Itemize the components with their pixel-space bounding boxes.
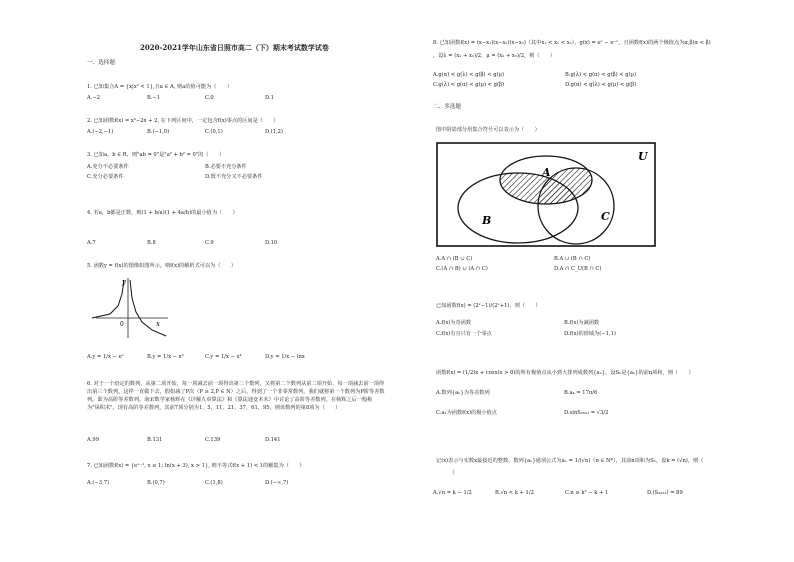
option-b: B.f(x)为减函数 bbox=[564, 320, 600, 326]
question-5-options bbox=[87, 354, 305, 361]
question-7-options bbox=[87, 480, 288, 487]
option-b: B.必要不充分条件 bbox=[205, 164, 247, 170]
question-5-stem: 5. 函数y = f(x)的图像如图所示，则f(x)的解析式可以为（ ） bbox=[87, 263, 237, 269]
option-a: A.7 bbox=[87, 240, 96, 246]
option-d: D.y = 1/x − lnx bbox=[265, 354, 305, 360]
option-b: B.g(λ) < g(α) < g(β) < g(μ) bbox=[565, 72, 637, 78]
option-d: D.既不充分又不必要条件 bbox=[205, 174, 263, 180]
option-c: C.g(λ) < g(α) < g(μ) < g(β) bbox=[433, 82, 505, 88]
option-d: D.10 bbox=[265, 240, 278, 246]
left-branch-curve bbox=[92, 280, 124, 318]
question-5-function-graph bbox=[90, 276, 170, 340]
question-8-options-row2 bbox=[433, 82, 636, 89]
option-c: C.9 bbox=[205, 240, 214, 246]
option-b: B.a₄ = 17π/6 bbox=[564, 390, 598, 396]
option-a: A.A ∩ (B ∪ C) bbox=[436, 256, 473, 262]
option-a: A.充分不必要条件 bbox=[87, 164, 129, 170]
section-heading-single-choice: 一、选择题 bbox=[87, 60, 115, 66]
option-d: D.sinS₂₀₂₁ = √3/2 bbox=[564, 410, 609, 416]
option-c: C.n ≥ k² − k + 1 bbox=[565, 490, 609, 496]
label-b: B bbox=[482, 214, 492, 227]
question-3-options-row2 bbox=[87, 174, 337, 181]
option-a: A.g(α) < g(λ) < g(β) < g(μ) bbox=[433, 72, 504, 78]
question-11-options-row2 bbox=[436, 410, 608, 417]
question-12-stem: 记(x)表示与实数x最接近的整数，数列{aₙ}通项公式为aₙ = 1/(√n)（n ∈ N*），其前n项和为Sₙ，设k = (√n)，则（ bbox=[436, 458, 704, 464]
option-a: A.(−3,7) bbox=[87, 480, 110, 486]
label-u: U bbox=[638, 150, 648, 163]
option-a: A.f(x)为奇函数 bbox=[436, 320, 472, 326]
section-heading-multiple-choice: 二、多选题 bbox=[433, 104, 461, 110]
question-6-options bbox=[87, 437, 281, 444]
option-c: C.y = 1/x − x⁴ bbox=[205, 354, 242, 360]
option-d: D.g(α) < g(λ) < g(μ) < g(β) bbox=[565, 82, 637, 88]
question-1-options bbox=[87, 95, 274, 102]
option-b: B.y = 1/x − x³ bbox=[147, 354, 184, 360]
question-7-stem: 7. 已知函数f(x) = {eˣ⁻¹, x ≤ 1; ln(x + 3), x > 1}, 则不等式f(x + 1) < 1的解集为（ ） bbox=[87, 463, 305, 469]
right-branch-curve bbox=[130, 280, 166, 336]
option-a: A.y = 1/x − eˣ bbox=[87, 354, 124, 360]
option-b: B.√n < k + 1/2 bbox=[495, 490, 534, 496]
option-d: D.(−∞,7) bbox=[265, 480, 289, 486]
option-a: A.数列{aₙ}为等差数列 bbox=[436, 390, 490, 396]
label-c: C bbox=[601, 210, 610, 223]
option-d: D.(S₂₀₂₁) = 89 bbox=[647, 490, 683, 496]
y-axis-label: y bbox=[122, 278, 126, 286]
option-c: C.139 bbox=[205, 437, 221, 443]
option-c: C.(0,1) bbox=[205, 129, 223, 135]
option-d: D.(1,2) bbox=[265, 129, 283, 135]
option-b: B.−1 bbox=[147, 95, 161, 101]
option-a: A.√n = k − 1/2 bbox=[433, 490, 472, 496]
question-2-stem: 2. 已知函数f(x) = x³−2x + 2, 在下列区间中，一定包含f(x)零点的区间是（ ） bbox=[87, 118, 279, 124]
option-d: D.f(x)的值域为(−1,1) bbox=[564, 331, 616, 337]
question-12-options bbox=[433, 490, 683, 497]
option-b: B.(−1,0) bbox=[147, 129, 170, 135]
option-c: C.(A ∩ B) ∪ (A ∩ C) bbox=[436, 266, 488, 272]
question-6-text: 6. 对于一个给定的数列，从第二项开始，每一项减去前一项得出第二个数列，又将第二个数列从第二项开始，每一项减去前一项得出第三个数列。这样一直做下去，假如减了P次（P ≥ 2,P ∈ N）之后，得到了一个非零常数列，我们就将第一个数列为P阶等差数列。即为高阶等差数列。南宋数学家杨辉在《详解九章算法》和《算法通变本末》中讨论了高阶等差数列。在杨辉之后一般称为"垛积术"。现有高阶等差数列，其前7项分别为1，5，11，21，37，61，95，则该数列的第8项为（ ） bbox=[87, 381, 385, 412]
question-12-stem-close: ） bbox=[452, 470, 458, 476]
option-a: A.(−2,−1) bbox=[87, 129, 114, 135]
question-4-options bbox=[87, 240, 277, 247]
question-11-stem: 函数f(x) = (1/2)x + cosx(x > 0)的所有极值点从小到大排列成数列{aₙ}，设Sₙ是{aₙ}的前n项和，则（ ） bbox=[436, 370, 694, 376]
option-c: C.a₁为函数f(x)的极小值点 bbox=[436, 410, 497, 416]
option-c: C.(1,8) bbox=[205, 480, 223, 486]
label-a: A bbox=[542, 166, 551, 179]
shaded-region bbox=[458, 168, 614, 244]
question-8-stem-continued: ，设λ = (x₁ + x₂)/2，μ = (x₂ + x₃)/2，则（ ） bbox=[433, 53, 556, 59]
option-d: D.A ∩ C_U(B ∩ C) bbox=[554, 266, 602, 272]
option-c: C.0 bbox=[205, 95, 214, 101]
option-c: C.充分必要条件 bbox=[87, 174, 124, 180]
question-10-options-row2 bbox=[436, 331, 616, 338]
option-b: B.A ∪ (B ∩ C) bbox=[554, 256, 591, 262]
question-2-options bbox=[87, 129, 283, 136]
option-a: A.99 bbox=[87, 437, 99, 443]
origin-label: 0 bbox=[120, 321, 124, 328]
question-11-options-row1 bbox=[436, 390, 597, 397]
question-9-options-row2 bbox=[436, 266, 601, 273]
option-d: D.141 bbox=[265, 437, 281, 443]
option-c: C.f(x)有且只有一个零点 bbox=[436, 331, 492, 337]
option-a: A.−2 bbox=[87, 95, 101, 101]
venn-diagram bbox=[436, 142, 656, 247]
option-d: D.1 bbox=[265, 95, 274, 101]
question-3-options-row1 bbox=[87, 164, 337, 171]
question-8-options-row1 bbox=[433, 72, 636, 79]
option-b: B.8 bbox=[147, 240, 156, 246]
option-b: B.(0,7) bbox=[147, 480, 165, 486]
question-3-stem: 3. 已知a，b ∈ R，则"ab = 0"是"a² + b² = 0"的（ ） bbox=[87, 152, 225, 158]
question-9-options-row1 bbox=[436, 256, 590, 263]
question-8-stem: 8. 已知函数f(x) = (x−x₁)(x−x₂)(x−x₃)（其中x₁ < x₂ < x₃），g(x) = eˣ − e⁻ˣ，且函数f(x)的两个极值点为α,β(α < β) bbox=[433, 40, 711, 46]
question-10-stem: 已知函数f(x) = (2ˣ−1)/(2ˣ+1)，则（ ） bbox=[436, 303, 541, 309]
question-9-stem: 图中阴影部分用集合符号可以表示为（ ） bbox=[436, 127, 540, 133]
question-10-options-row1 bbox=[436, 320, 599, 327]
page-title: 2020-2021学年山东省日照市高二（下）期末考试数学试卷 bbox=[140, 43, 329, 52]
x-axis-label: x bbox=[156, 320, 160, 328]
question-1-stem: 1. 已知集合A = {x|x² < 1},且a ∈ A, 则a的值可能为（ ） bbox=[87, 84, 233, 90]
question-4-stem: 4. 若a，b都是正数，则(1 + b/a)(1 + 4a/b)的最小值为（ ） bbox=[87, 210, 238, 216]
option-b: B.131 bbox=[147, 437, 163, 443]
